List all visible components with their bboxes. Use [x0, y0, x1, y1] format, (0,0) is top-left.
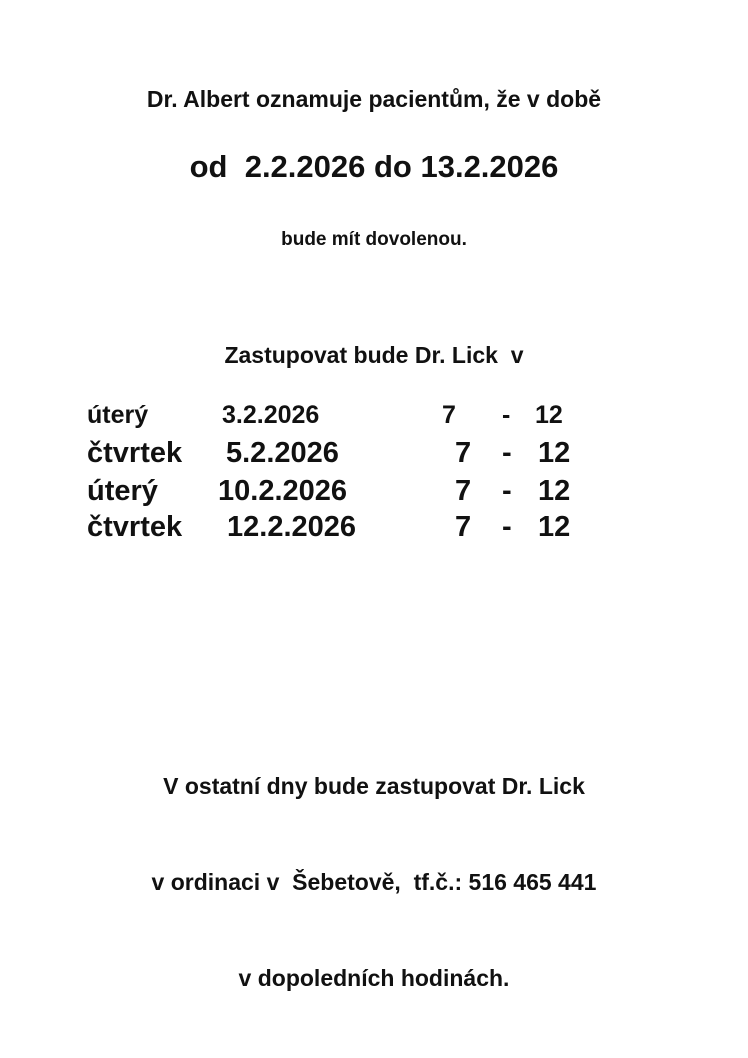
schedule-row	[0, 437, 748, 473]
schedule-date: 10.2.2026	[218, 475, 348, 507]
schedule-to: 12	[535, 401, 563, 429]
schedule-from: 7	[455, 437, 472, 469]
schedule-dash: -	[502, 401, 511, 429]
schedule-dash: -	[502, 511, 512, 543]
vacation-line: bude mít dovolenou.	[281, 229, 467, 250]
schedule-day: úterý	[87, 475, 158, 507]
schedule-day: čtvrtek	[87, 511, 183, 543]
schedule-date: 12.2.2026	[227, 511, 357, 543]
footer-block	[0, 706, 748, 1058]
schedule-to: 12	[538, 511, 571, 543]
schedule-row	[0, 475, 748, 511]
schedule-day: úterý	[87, 401, 149, 429]
schedule-from: 7	[455, 475, 472, 507]
schedule-row	[0, 511, 748, 547]
schedule-from: 7	[442, 401, 456, 429]
schedule-day: čtvrtek	[87, 437, 183, 469]
substitute-heading: Zastupovat bude Dr. Lick v	[224, 342, 524, 368]
schedule-to: 12	[538, 475, 571, 507]
footer-line-contact: v ordinaci v Šebetově, tf.č.: 516 465 441	[151, 869, 597, 895]
footer-line: V ostatní dny bude zastupovat Dr. Lick	[163, 773, 585, 799]
schedule-to: 12	[538, 437, 571, 469]
schedule-dash: -	[502, 437, 512, 469]
schedule-dash: -	[502, 475, 512, 507]
schedule-date: 3.2.2026	[222, 401, 320, 429]
schedule-date: 5.2.2026	[226, 437, 339, 469]
vacation-date-range: od 2.2.2026 do 13.2.2026	[189, 149, 559, 184]
schedule-from: 7	[455, 511, 472, 543]
footer-line: v dopoledních hodinách.	[238, 965, 510, 991]
schedule-row	[0, 401, 748, 437]
announcement-line: Dr. Albert oznamuje pacientům, že v době	[146, 86, 602, 112]
